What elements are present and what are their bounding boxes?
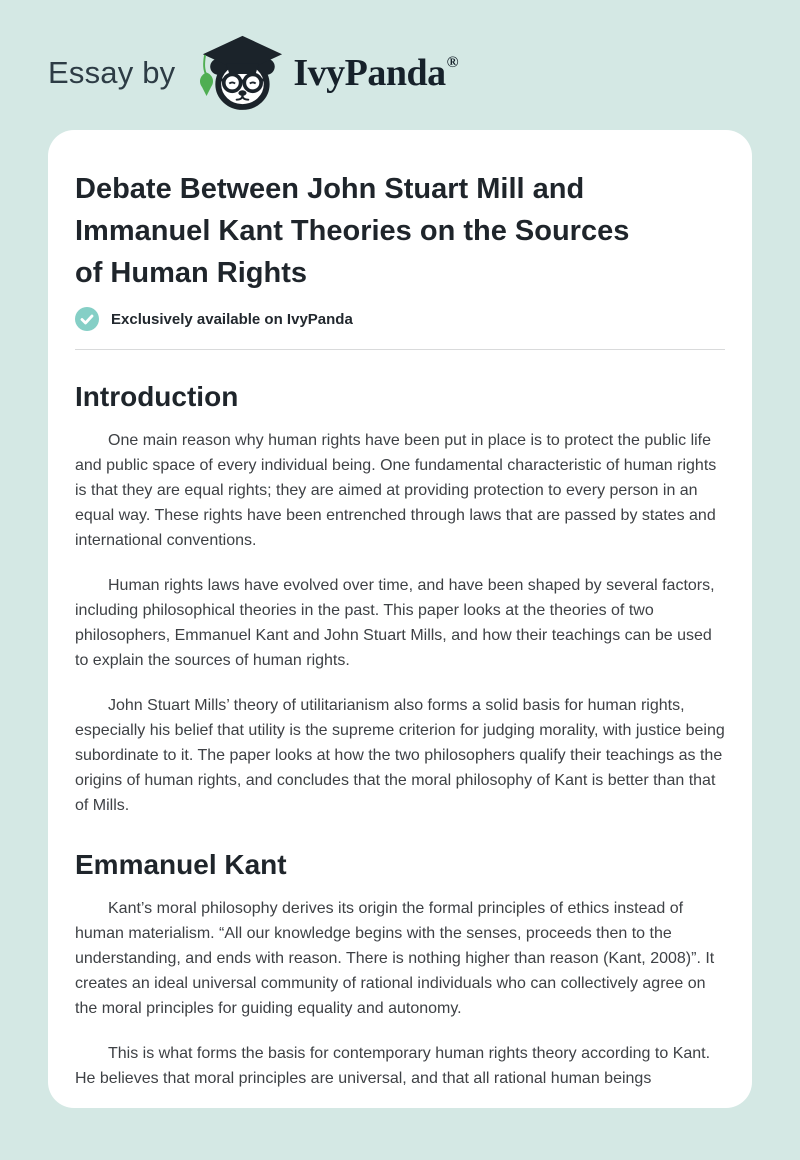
title-line: of Human Rights [75, 257, 307, 289]
availability-label: Exclusively available on IvyPanda [111, 310, 353, 328]
check-circle-icon [75, 307, 99, 331]
page-title [75, 168, 725, 294]
ivypanda-logo-icon[interactable] [197, 29, 285, 119]
essay-body [75, 380, 725, 1091]
brand-text: IvyPanda [293, 52, 446, 94]
paragraph: Human rights laws have evolved over time, and have been shaped by several factors, including philosophical theories in the past. This paper looks at the theories of two philosophers, Emmanuel Kant and John Stuart Mills, and how their teachings can be used to explain the sources of human rights. [75, 577, 715, 669]
divider [75, 349, 725, 350]
title-line: Debate Between John Stuart Mill and [75, 173, 585, 205]
paragraph: Kant’s moral philosophy derives its origin the formal principles of ethics instead of human materialism. “All our knowledge begins with the senses, proceeds then to the understanding, and ends with reason. There is nothing higher than reason (Kant, 2008)”. It creates an ideal universal community of rational individuals who can collectively agree on the moral principles for guiding equality and autonomy. [75, 900, 715, 1017]
section-heading: Introduction [75, 381, 239, 412]
title-line: Immanuel Kant Theories on the Sources [75, 215, 630, 247]
brand-name[interactable] [293, 51, 457, 95]
paragraph: John Stuart Mills’ theory of utilitarianism also forms a solid basis for human rights, especially his belief that utility is the supreme criterion for judging morality, with justice being subordinate to it. The paper looks at how the two philosophers qualify their teachings as the origins of human rights, and concludes that the moral philosophy of Kant is better than that of Mills. [75, 697, 725, 814]
essay-card [48, 130, 752, 1108]
header [0, 0, 800, 116]
availability-row [75, 307, 725, 331]
essay-by-label: Essay by [48, 55, 176, 90]
paragraph: One main reason why human rights have been put in place is to protect the public life and public space of every individual being. One fundamental characteristic of human rights is that they are equal rights; they are aimed at providing protection to every person in an equal way. These rights have been entrenched through laws that are passed by states and international conventions. [75, 432, 717, 549]
registered-trademark: ® [446, 54, 459, 72]
paragraph: This is what forms the basis for contemporary human rights theory according to Kant. He believes that moral principles are universal, and that all rational human beings [75, 1045, 711, 1087]
section-heading: Emmanuel Kant [75, 849, 287, 880]
